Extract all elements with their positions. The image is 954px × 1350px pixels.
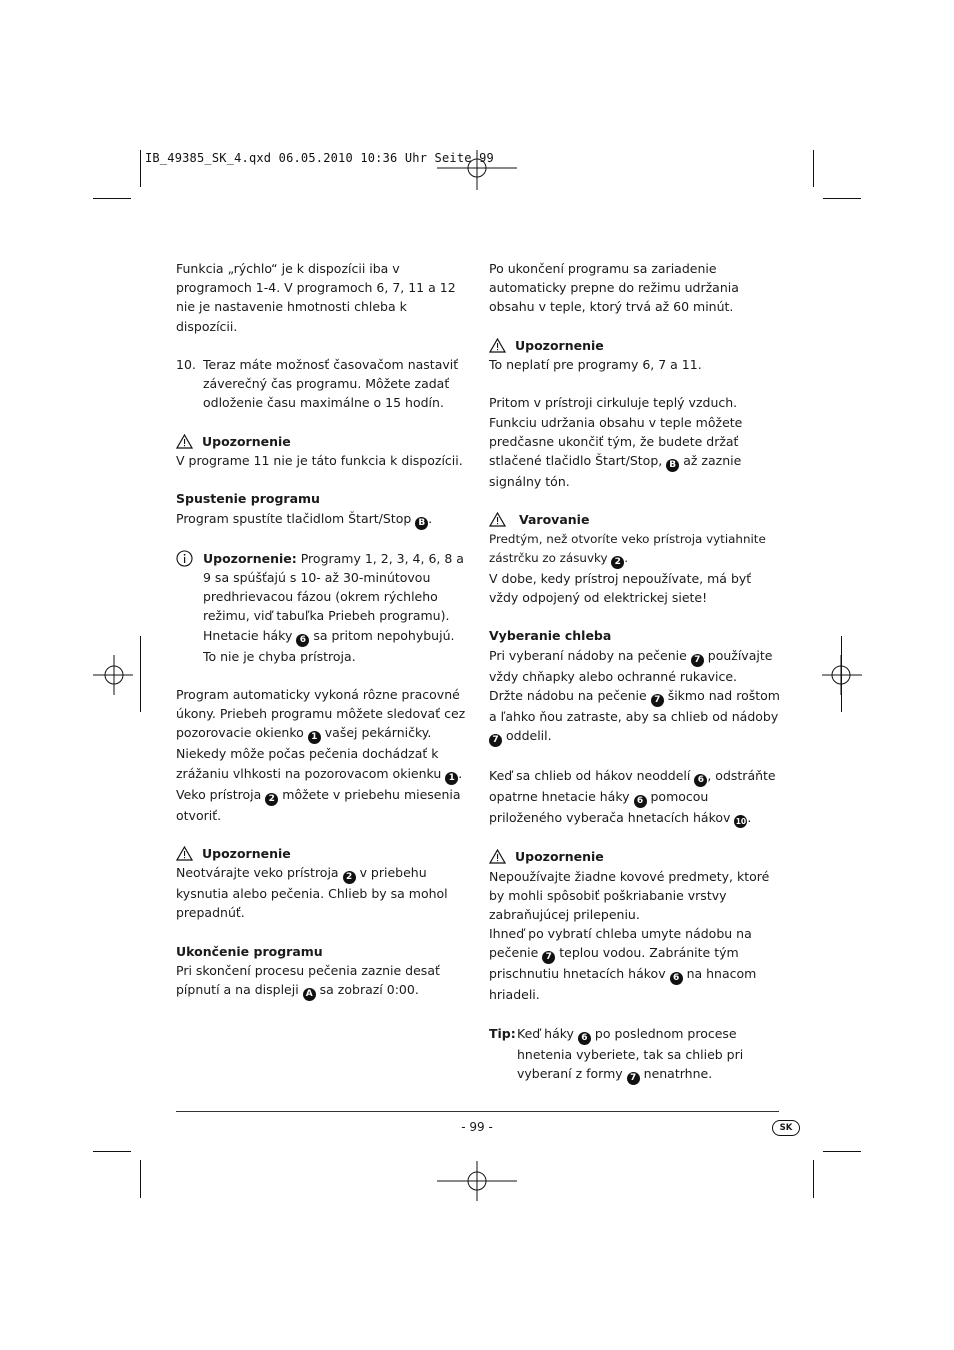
tip-text: Keď háky 6 po poslednom procese hnetenia vyberiete, tak sa chlieb pri vyberaní z formy 7 nenatrhne. [517,1025,744,1083]
page-number: - 99 - [461,1120,493,1134]
warning-heading [489,847,781,866]
ref-badge: 6 [670,972,683,985]
info-title: Upozornenie: [203,550,297,566]
paragraph: Pri skončení procesu pečenia zaznie desať pípnutí a na displeji A sa zobrazí 0:00. [176,962,440,1000]
ref-badge: 6 [296,634,309,647]
ref-badge: B [415,517,428,530]
warning-triangle-icon [489,849,506,864]
paragraph: Funkcia „rýchlo“ je k dispozícii iba v programoch 1-4. V programoch 6, 7, 11 a 12 nie je nastavenie hmotnosti chleba k dispozícii. [176,261,456,334]
ref-badge: B [666,459,679,472]
warning-title: Upozornenie [515,849,604,865]
warning-text: Nepoužívajte žiadne kovové predmety, ktoré by mohli spôsobiť poškriabanie vrstvy zabraňujúcej prilepeniu. [489,868,770,922]
warning-text: Neotvárajte veko prístroja 2 v priebehu kysnutia alebo pečenia. Chlieb by sa mohol prepadnúť. [176,865,448,921]
paragraph: Ihneď po vybratí chleba umyte nádobu na pečenie 7 teplou vodou. Zabránite tým prischnutiu hnetacích hákov 6 na hnacom hriadeli. [489,926,757,1003]
warning-heading [176,844,466,863]
tip-note [489,1024,781,1085]
warning-text: V programe 11 nie je táto funkcia k dispozícii. [176,453,463,468]
crop-mark [140,150,141,187]
ref-badge: A [303,988,316,1001]
registration-mark-icon [93,655,133,695]
crop-mark [813,1160,814,1198]
warning-triangle-icon [176,434,193,449]
ref-badge: 7 [691,654,704,667]
info-note [176,549,466,666]
tip-label: Tip: [489,1025,516,1041]
info-text: sa pritom nepohybujú. To nie je chyba prístroja. [203,627,455,664]
registration-mark-icon [822,655,862,695]
warning-title: Varovanie [519,512,590,528]
crop-mark [140,1160,141,1198]
ref-badge: 2 [611,556,624,569]
section-heading: Spustenie programu [176,491,320,507]
ref-badge: 7 [542,951,555,964]
language-badge: SK [772,1120,800,1136]
warning-text: V dobe, kedy prístroj nepoužívate, má byť vždy odpojený od elektrickej siete! [489,570,752,605]
paragraph: Po ukončení programu sa zariadenie automaticky prepne do režimu udržania obsahu v teple, ktorý trvá až 60 minút. [489,261,739,315]
section-heading: Ukončenie programu [176,943,323,959]
footer-rule [176,1111,779,1112]
ref-badge: 6 [634,795,647,808]
warning-heading [489,510,781,529]
ref-badge: 6 [694,774,707,787]
ref-badge: 10 [735,817,747,827]
warning-heading [489,336,781,355]
paragraph: Pri vyberaní nádoby na pečenie 7 používajte vždy chňapky alebo ochranné rukavice. [489,647,773,684]
paragraph: Pritom v prístroji cirkuluje teplý vzduch. Funkciu udržania obsahu v teple môžete predčasne ukončiť tým, že budete držať stlačené tlačidlo Štart/Stop, B až zaznie signálny tón. [489,395,743,489]
paragraph: Program automaticky vykoná rôzne pracovné úkony. Priebeh programu môžete sledovať cez pozorovacie okienko 1 vašej pekárničky. Niekedy môže počas pečenia dochádzať k zrážaniu vlhkosti na pozorovacom okienku 1 . Veko prístroja 2 môžete v priebehu miesenia otvoriť. [176,686,466,823]
file-slug: IB_49385_SK_4.qxd 06.05.2010 10:36 Uhr Seite 99 [145,151,494,165]
crop-mark [140,636,141,712]
left-column [176,259,466,1001]
registration-mark-icon [437,1161,517,1201]
paragraph: Keď sa chlieb od hákov neoddelí 6 , odstráňte opatrne hnetacie háky 6 pomocou priloženého vyberača hnetacích hákov 10. [489,768,776,827]
warning-triangle-icon [489,512,506,527]
warning-text: To neplatí pre programy 6, 7 a 11. [489,357,702,372]
crop-mark [813,150,814,187]
ref-badge: 2 [265,793,278,806]
right-column [489,259,781,1085]
warning-title: Upozornenie [202,433,291,449]
info-text: Programy 1, 2, 3, 4, 6, 8 a 9 sa spúšťajú s 10- až 30-minútovou predhrievacou fázou (okrem rýchleho režimu, viď tabuľka Priebeh programu). Hnetacie háky [203,550,464,643]
info-circle-icon [176,550,193,567]
ref-badge: 6 [578,1032,591,1045]
warning-text: Predtým, než otvoríte veko prístroja vytiahnite zástrčku zo zásuvky 2 . [489,531,766,567]
ref-badge: 1 [445,772,458,785]
ref-badge: 1 [308,731,321,744]
step-item [176,355,466,413]
step-text: Teraz máte možnosť časovačom nastaviť záverečný čas programu. Môžete zadať odloženie času maximálne o 15 hodín. [203,357,459,411]
warning-heading [176,432,466,451]
warning-triangle-icon [489,338,506,353]
ref-badge: 7 [651,694,664,707]
paragraph: Držte nádobu na pečenie 7 šikmo nad roštom a ľahko ňou zatraste, aby sa chlieb od nádoby 7 oddelil. [489,687,780,745]
ref-badge: 7 [627,1072,640,1085]
step-number: 10. [176,357,196,372]
crop-mark [93,198,131,199]
crop-mark [823,1151,861,1152]
crop-mark [93,1151,131,1152]
warning-triangle-icon [176,846,193,861]
section-heading: Vyberanie chleba [489,628,612,644]
warning-title: Upozornenie [515,337,604,353]
ref-badge: 2 [343,871,356,884]
ref-badge: 7 [489,734,502,747]
warning-title: Upozornenie [202,845,291,861]
crop-mark [823,198,861,199]
paragraph: Program spustíte tlačidlom Štart/Stop B . [176,510,433,528]
